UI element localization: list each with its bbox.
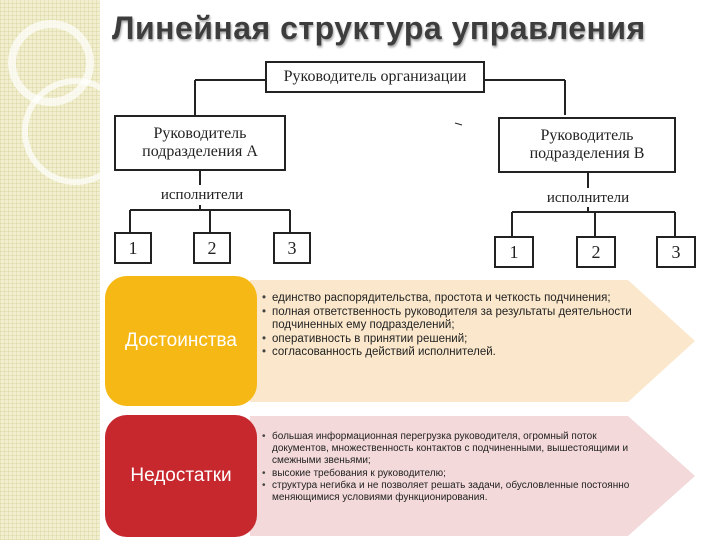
disadvantages-label: Недостатки	[105, 415, 257, 537]
disadvantage-item: • структура негибка и не позволяет решать задачи, обусловленные постоянно меняющимися условиями функционирования.	[262, 480, 647, 504]
executor-a-2: 2	[193, 232, 231, 264]
advantage-item: • согласованность действий исполнителей.	[262, 346, 647, 360]
advantage-item: • единство распорядительства, простота и четкость подчинения;	[262, 292, 647, 306]
executor-b-2: 2	[576, 236, 616, 268]
advantage-item: • полная ответственность руководителя за результаты деятельности подчиненных ему подразделений;	[262, 306, 647, 333]
executor-a-1: 1	[114, 232, 152, 264]
disadvantage-item: • высокие требования к руководителю;	[262, 468, 647, 480]
executor-b-3: 3	[656, 236, 696, 268]
executor-a-3: 3	[273, 232, 311, 264]
advantage-item: • оперативность в принятии решений;	[262, 333, 647, 347]
executor-b-1: 1	[494, 236, 534, 268]
decorative-side-pattern	[0, 0, 100, 540]
dept-b-box: Руководитель подразделения В	[498, 117, 676, 173]
executors-a-label: исполнители	[160, 187, 244, 203]
disadvantages-list	[262, 431, 647, 504]
dept-a-box: Руководитель подразделения А	[114, 115, 286, 171]
executors-b-label: исполнители	[546, 190, 630, 206]
advantages-list	[262, 292, 647, 360]
org-head-box: Руководитель организации	[265, 61, 485, 93]
disadvantage-item: • большая информационная перегрузка руководителя, огромный поток документов, множественность контактов с подчиненными, вышестоящими и смежными звеньями;	[262, 431, 647, 468]
advantages-label: Достоинства	[105, 276, 257, 406]
org-chart	[100, 55, 700, 275]
slide-title: Линейная структура управления	[112, 10, 646, 46]
